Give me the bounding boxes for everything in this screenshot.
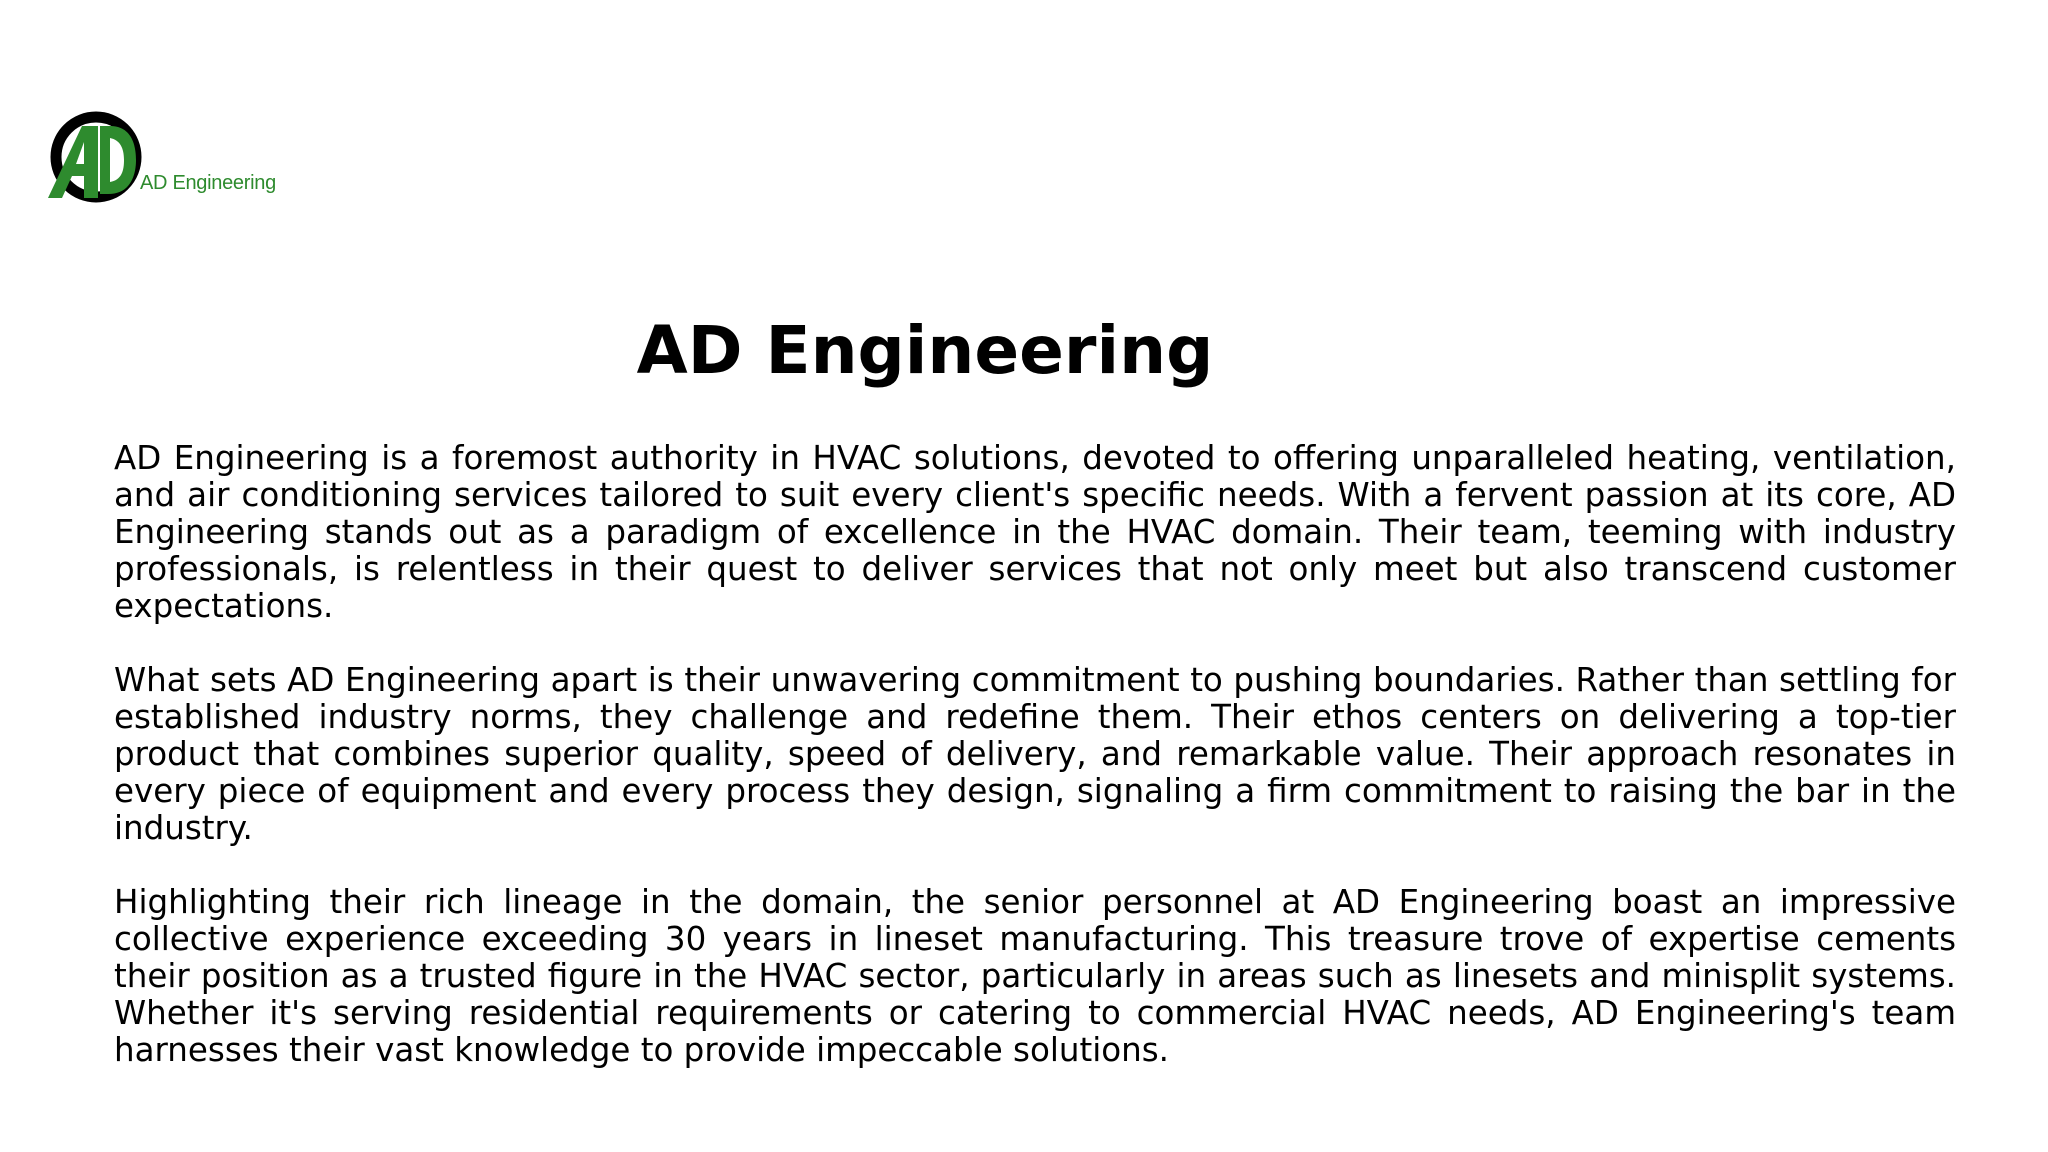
paragraph: AD Engineering is a foremost authority in HVAC solutions, devoted to offering unparalleled heating, ventilation, and air conditioning services tailored to suit every client's specific needs. With a fervent passion at its core, AD Engineering stands out as a paradigm of excellence in the HVAC domain. Their team, teeming with industry professionals, is relentless in their quest to deliver services that not only meet but also transcend customer expectations. <box>114 439 1956 625</box>
company-logo <box>44 110 294 210</box>
paragraph: What sets AD Engineering apart is their unwavering commitment to pushing boundaries. Rather than settling for established industry norms, they challenge and redefine them. Their ethos centers on delivering a top-tier product that combines superior quality, speed of delivery, and remarkable value. Their approach resonates in every piece of equipment and every process they design, signaling a firm commitment to raising the bar in the industry. <box>114 661 1956 847</box>
page-title: AD Engineering <box>636 312 1214 389</box>
body-text <box>114 440 1956 1106</box>
paragraph: Highlighting their rich lineage in the domain, the senior personnel at AD Engineering boast an impressive collective experience exceeding 30 years in lineset manufacturing. This treasure trove of expertise cements their position as a trusted figure in the HVAC sector, particularly in areas such as linesets and minisplit systems. Whether it's serving residential requirements or catering to commercial HVAC needs, AD Engineering's team harnesses their vast knowledge to provide impeccable solutions. <box>114 883 1956 1069</box>
logo-text: AD Engineering <box>140 172 276 194</box>
logo-mark-icon <box>44 110 144 210</box>
